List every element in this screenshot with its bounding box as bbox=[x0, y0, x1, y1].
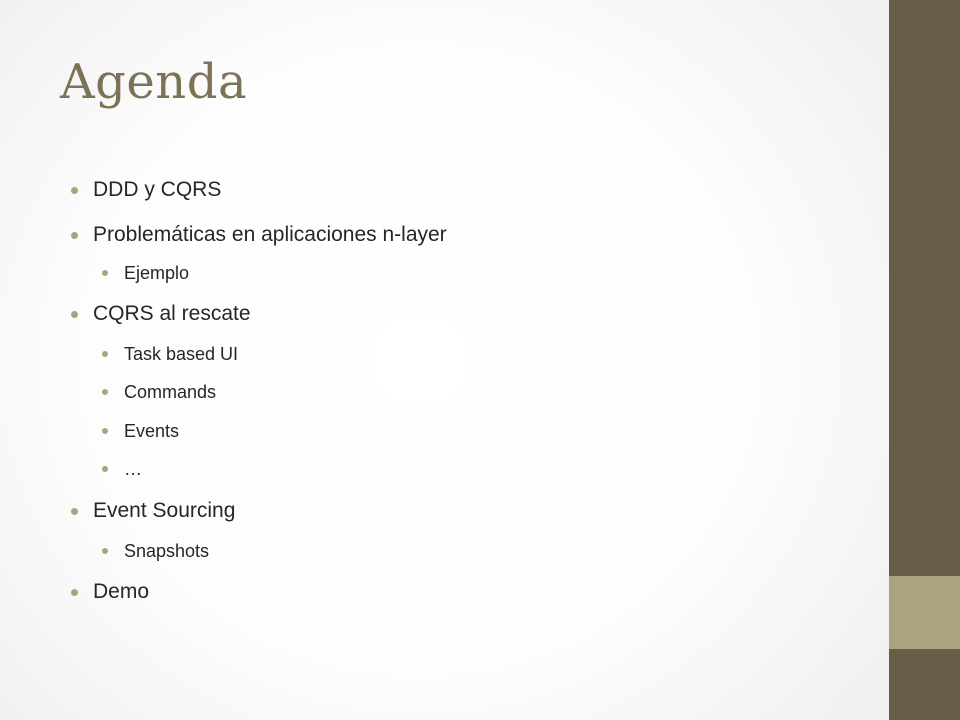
bullet-dot-icon bbox=[102, 270, 108, 276]
agenda-subitem-commands bbox=[102, 380, 216, 404]
bullet-dot-icon bbox=[102, 548, 108, 554]
bullet-dot-icon bbox=[102, 428, 108, 434]
agenda-subitem-label: Task based UI bbox=[124, 343, 239, 364]
bullet-dot-icon bbox=[71, 187, 78, 194]
sidebar-bar-top bbox=[889, 0, 960, 576]
agenda-subitem-task-based-ui bbox=[102, 342, 238, 366]
bullet-dot-icon bbox=[71, 311, 78, 318]
agenda-subitem-snapshots bbox=[102, 539, 209, 563]
agenda-item-label: Event Sourcing bbox=[93, 499, 236, 522]
agenda-item-label: DDD y CQRS bbox=[93, 178, 222, 201]
agenda-item-cqrs-rescate bbox=[71, 300, 251, 328]
bullet-dot-icon bbox=[71, 589, 78, 596]
bullet-dot-icon bbox=[102, 466, 108, 472]
bullet-dot-icon bbox=[71, 508, 78, 515]
agenda-item-problematicas bbox=[71, 221, 447, 249]
agenda-subitem-label: Events bbox=[124, 420, 180, 441]
bullet-dot-icon bbox=[71, 232, 78, 239]
agenda-item-label: Problemáticas en aplicaciones n-layer bbox=[93, 223, 447, 246]
agenda-subitem-label: Ejemplo bbox=[124, 262, 190, 283]
agenda-subitem-events bbox=[102, 419, 179, 443]
agenda-subitem-label: Commands bbox=[124, 381, 217, 402]
agenda-item-label: Demo bbox=[93, 580, 150, 603]
bullet-dot-icon bbox=[102, 351, 108, 357]
agenda-item-demo bbox=[71, 578, 149, 606]
agenda-item-label: CQRS al rescate bbox=[93, 302, 251, 325]
agenda-item-ddd-cqrs bbox=[71, 176, 221, 204]
agenda-subitem-label: … bbox=[124, 458, 142, 479]
sidebar-bar-accent bbox=[889, 576, 960, 649]
sidebar-bar-bottom bbox=[889, 649, 960, 720]
agenda-subitem-label: Snapshots bbox=[124, 540, 210, 561]
agenda-subitem-ejemplo bbox=[102, 261, 189, 285]
slide-title: Agenda bbox=[60, 54, 248, 110]
agenda-subitem-ellipsis bbox=[102, 457, 142, 481]
agenda-item-event-sourcing bbox=[71, 497, 235, 525]
bullet-dot-icon bbox=[102, 389, 108, 395]
